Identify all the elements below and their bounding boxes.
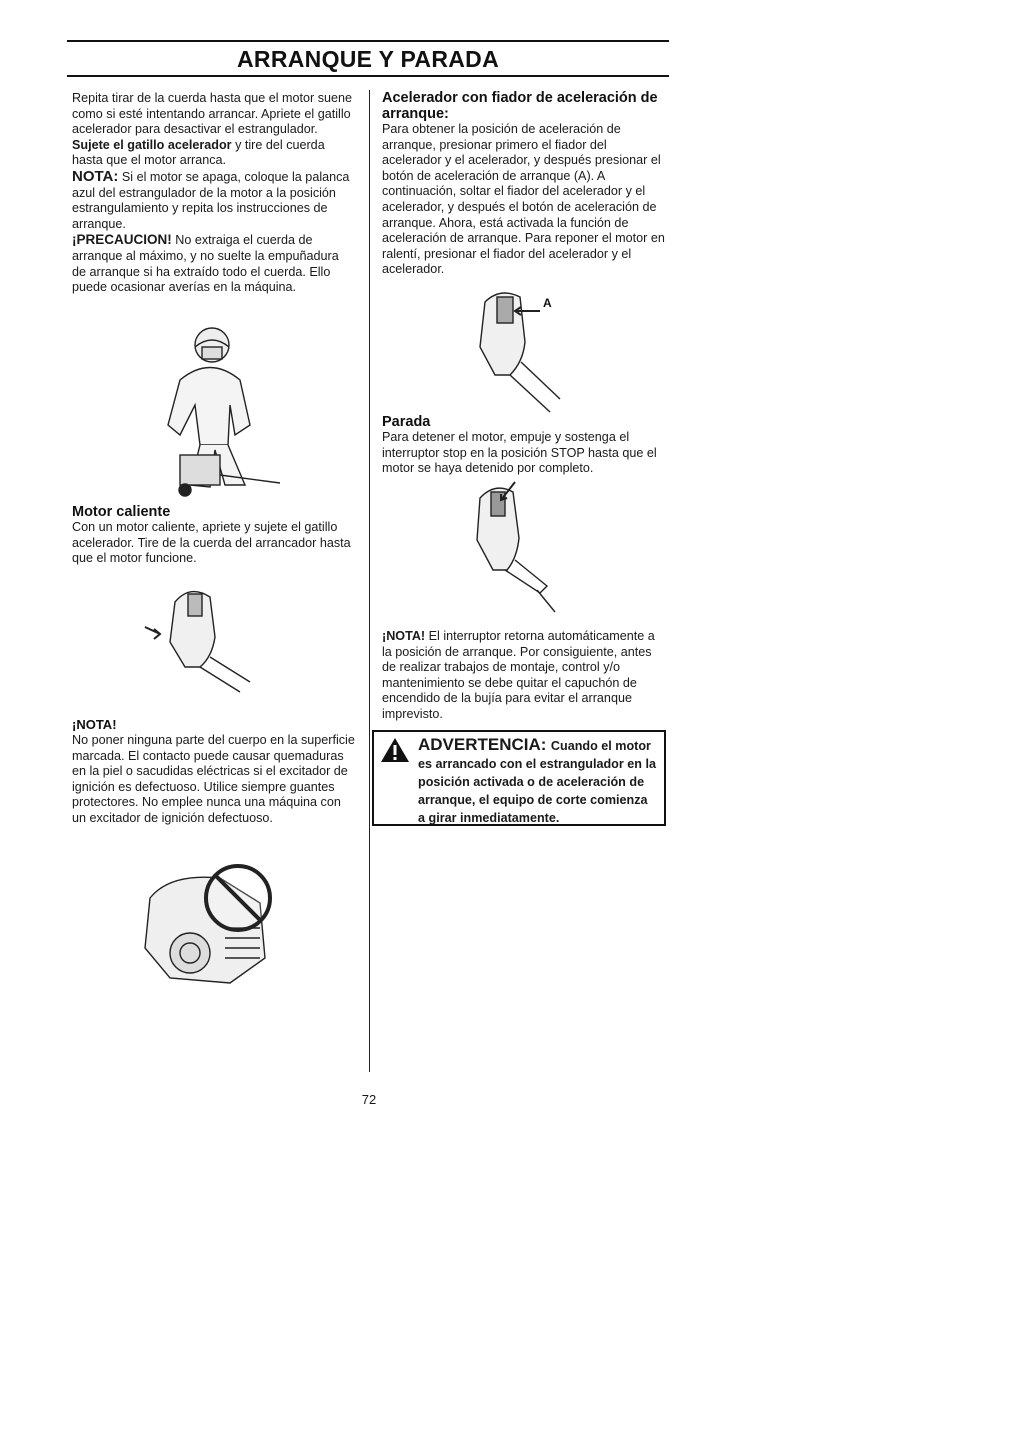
nota-surface-section xyxy=(72,717,356,827)
warning-text: Cuando el motor es arrancado con el estrangulador en la posición activada o de aceleración de arranque, el equipo de corte comienza a girar inmediatamente. xyxy=(418,739,656,825)
top-rule xyxy=(67,40,669,42)
nota-label: NOTA: xyxy=(72,167,119,185)
nota3-label: ¡NOTA! xyxy=(382,629,426,643)
precaucion-paragraph xyxy=(72,232,356,295)
acelerador-text: Para obtener la posición de aceleración de arranque, presionar primero el fiador del acelerador y el acelerador, y después presionar el botón de aceleración de arranque (A). A continuación, soltar el fiador del acelerador y el acelerador, y después el botón de aceleración de arranque. Ahora, está activada la función de aceleración de arranque. Para reponer el motor en ralentí, presionar el fiador del acelerador y el acelerador. xyxy=(382,122,665,277)
page-number: 72 xyxy=(361,1092,377,1107)
throttle-handle-illustration xyxy=(140,582,260,702)
parada-text: Para detener el motor, empuje y sostenga el interruptor stop en la posición STOP hasta que el motor se haya detenido por completo. xyxy=(382,430,657,476)
acelerador-section xyxy=(382,90,666,278)
warning-title: ADVERTENCIA: xyxy=(418,735,547,754)
restart-paragraph xyxy=(72,91,356,169)
motor-caliente-heading: Motor caliente xyxy=(72,504,171,520)
parada-heading: Parada xyxy=(382,414,431,430)
nota3-text: El interruptor retorna automáticamente a la posición de arranque. Por consiguiente, antes de realizar trabajos de montaje, control y/o mantenimiento se debe quitar el capuchón de encendido de la bujía para evitar el arranque imprevisto. xyxy=(382,629,655,721)
nota-text: Si el motor se apaga, coloque la palanca azul del estrangulador de la motor a la posición estrangulamiento y repita los instrucciones de arranque. xyxy=(72,169,350,231)
title-underline xyxy=(67,75,669,77)
precaucion-label: ¡PRECAUCION! xyxy=(72,232,172,248)
warning-box xyxy=(372,730,666,826)
precaucion-text: No extraiga el cuerda de arranque al máximo, y no suelte la empuñadura de arranque si ha extraído todo el cuerda. Ello puede ocasionar averías en la máquina. xyxy=(72,233,339,295)
start-throttle-button-illustration xyxy=(455,287,585,415)
motor-caliente-text: Con un motor caliente, apriete y sujete el gatillo acelerador. Tire de la cuerda del arrancador hasta que el motor funcione. xyxy=(72,520,351,566)
left-intro xyxy=(72,91,356,296)
page-title: ARRANQUE Y PARADA xyxy=(237,46,499,72)
motor-caliente-section xyxy=(72,504,356,567)
engine-prohibited-illustration xyxy=(130,858,280,988)
restart-text-b: y tire del cuerda hasta que el motor arranca. xyxy=(72,137,325,168)
column-divider xyxy=(369,90,370,1072)
nota-paragraph xyxy=(72,169,356,232)
restart-text-a: Repita tirar de la cuerda hasta que el motor suene como si esté intentando arrancar. Apriete el gatillo acelerador para desactivar el estrangulador. xyxy=(72,91,353,137)
stop-switch-illustration xyxy=(465,478,575,616)
nota2-text: No poner ninguna parte del cuerpo en la superficie marcada. El contacto puede causar quemaduras en la piel o sacudidas eléctricas si el excitador de ignición es defectuoso. Utilice siempre guantes protectores. No emplee nunca una máquina con un excitador de ignición defectuoso. xyxy=(72,733,355,825)
button-a-label: A xyxy=(543,296,552,310)
operator-starting-illustration xyxy=(140,325,285,500)
nota2-heading: ¡NOTA! xyxy=(72,717,117,732)
acelerador-heading: Acelerador con fiador de aceleración de arranque: xyxy=(382,90,658,122)
nota3-paragraph xyxy=(382,629,666,723)
parada-section xyxy=(382,414,666,477)
warning-triangle-icon xyxy=(380,736,410,764)
restart-text-bold: Sujete el gatillo acelerador xyxy=(72,137,232,152)
nota-interruptor-section xyxy=(382,629,666,723)
